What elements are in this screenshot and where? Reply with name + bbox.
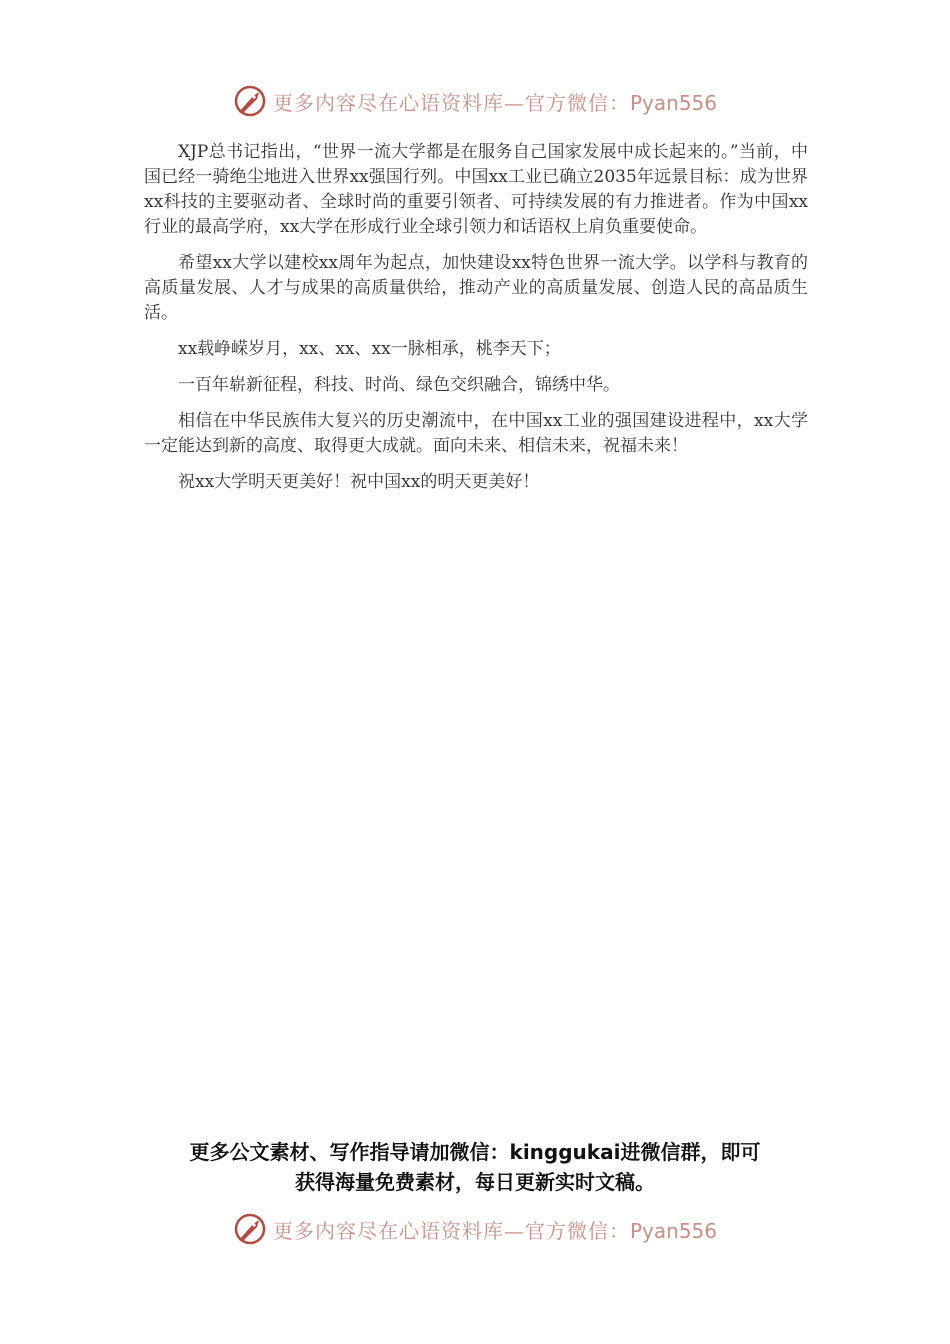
footer-wechat-id: Pyan556 [629,1218,717,1243]
paragraph-5: 相信在中华民族伟大复兴的历史潮流中，在中国xx工业的强国建设进程中，xx大学一定能达到新的高度、取得更大成就。面向未来、相信未来，祝福未来！ [144,411,808,456]
paragraph-1: XJP总书记指出，“世界一流大学都是在服务自己国家发展中成长起来的。”当前，中国已经一骑绝尘地进入世界xx强国行列。中国xx工业已确立2035年远景目标：成为世界xx科技的主要驱动者、全球时尚的重要引领者、可持续发展的有力推进者。作为中国xx行业的最高学府，xx大学在形成行业全球引领力和话语权上肩负重要使命。 [144,142,808,237]
header-banner-text [273,87,717,116]
paragraph-6: 祝xx大学明天更美好！祝中国xx的明天更美好！ [178,472,540,492]
paragraph-3: xx载峥嵘岁月，xx、xx、xx一脉相承，桃李天下； [178,339,561,359]
footer-banner-label: 更多内容尽在心语资料库—官方微信： [272,1218,630,1243]
header-banner [0,84,950,118]
footer-banner [0,1212,950,1246]
footer-note-line-1: 更多公文素材、写作指导请加微信：kinggukai进微信群，即可 [189,1140,761,1164]
pen-nib-logo-icon [233,84,267,118]
header-banner-label: 更多内容尽在心语资料库—官方微信： [272,90,630,115]
footer-note [0,1137,950,1197]
header-wechat-id: Pyan556 [629,90,717,115]
document-body [144,140,808,506]
paragraph-2: 希望xx大学以建校xx周年为起点，加快建设xx特色世界一流大学。以学科与教育的高质量发展、人才与成果的高质量供给，推动产业的高质量发展、创造人民的高品质生活。 [144,253,808,323]
paragraph-4: 一百年崭新征程，科技、时尚、绿色交织融合，锦绣中华。 [178,375,620,395]
pen-nib-logo-icon [233,1212,267,1246]
footer-banner-text [273,1215,717,1244]
footer-note-line-2: 获得海量免费素材，每日更新实时文稿。 [295,1170,655,1194]
